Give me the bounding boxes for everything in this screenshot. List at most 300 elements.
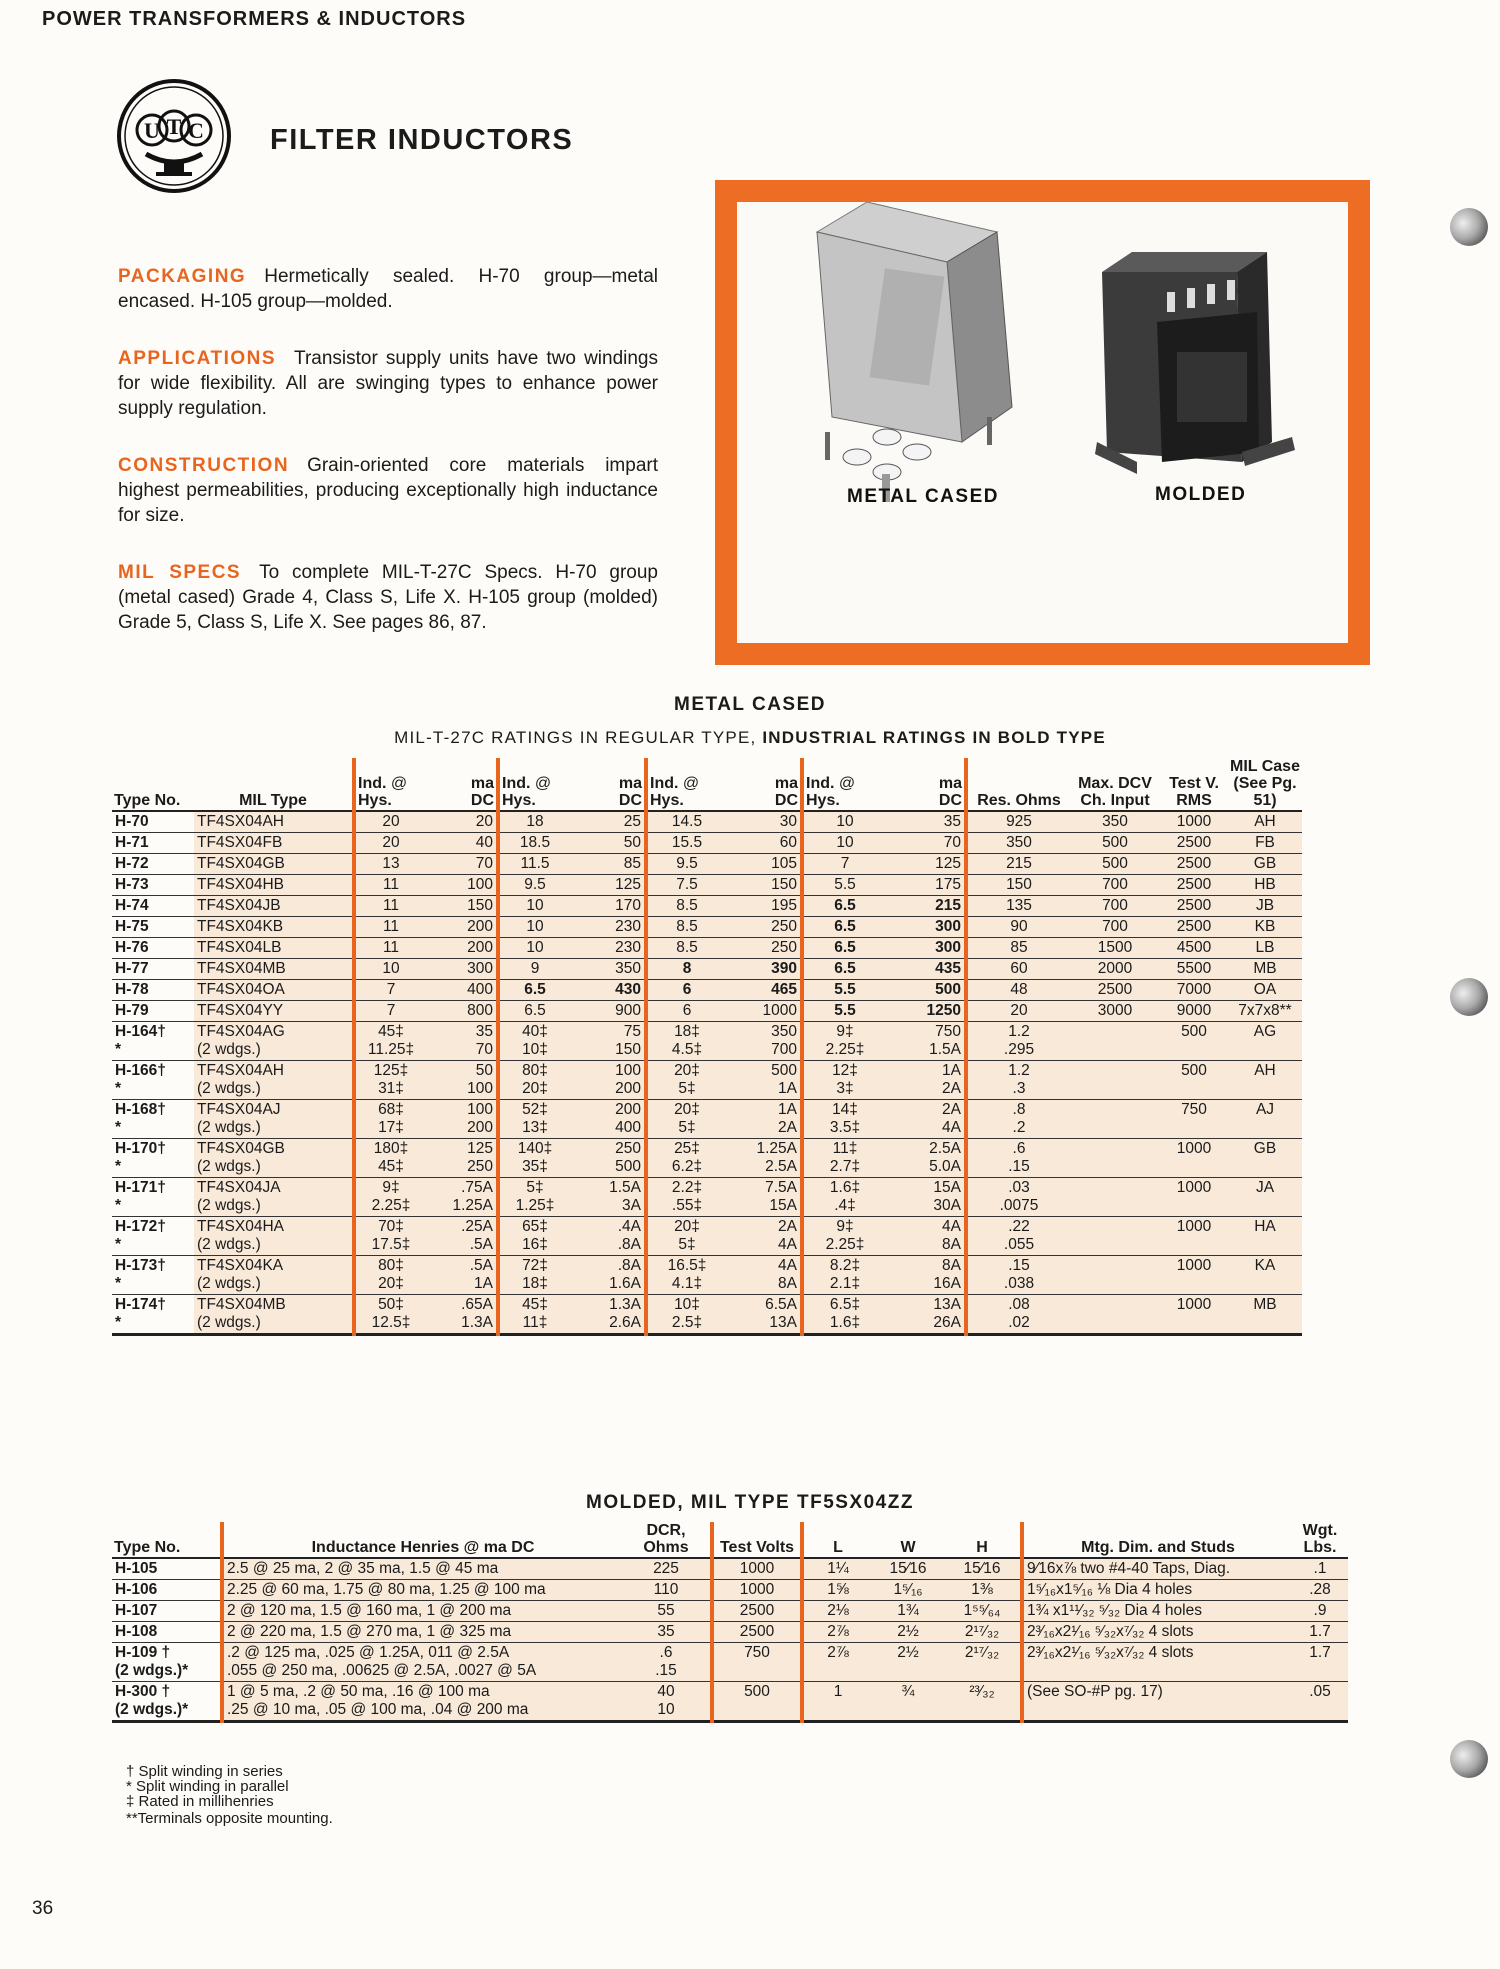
value-cell: 8.5 xyxy=(646,938,726,959)
table-row xyxy=(112,1217,1302,1256)
value-cell: 195 xyxy=(726,896,802,917)
weight-cell: 1.7 xyxy=(1292,1643,1348,1682)
weight-cell: .1 xyxy=(1292,1558,1348,1580)
section-heading: PACKAGING xyxy=(118,266,247,287)
value-cell: 75 150 xyxy=(570,1022,646,1061)
test-v-cell: 750 xyxy=(1160,1100,1228,1139)
value-cell: 105 xyxy=(726,854,802,875)
value-cell: 6.5 xyxy=(498,1001,570,1022)
test-v-cell: 4500 xyxy=(1160,938,1228,959)
mil-case-cell: KB xyxy=(1228,917,1302,938)
value-cell: 170 xyxy=(570,896,646,917)
value-cell: 1A 2A xyxy=(886,1061,966,1100)
res-ohms-cell: 215 xyxy=(966,854,1070,875)
binder-hole xyxy=(1450,1740,1488,1778)
table-row xyxy=(112,875,1302,896)
value-cell: 7.5 xyxy=(646,875,726,896)
value-cell: 180‡ 45‡ xyxy=(354,1139,426,1178)
width-cell: 1⁵⁄₁₆ xyxy=(872,1580,944,1601)
test-v-cell: 2500 xyxy=(1160,896,1228,917)
test-v-cell: 5500 xyxy=(1160,959,1228,980)
type-no-cell: H-105 xyxy=(112,1558,222,1580)
section-text: Hermetically sealed. H-70 group—metal encased. H-105 group—molded. xyxy=(118,266,658,312)
test-v-cell: 1000 xyxy=(1160,1295,1228,1335)
length-cell: 2⅞ xyxy=(802,1622,872,1643)
mil-case-cell: FB xyxy=(1228,833,1302,854)
col-mil-type: MIL Type xyxy=(194,758,354,811)
mil-type-cell: TF4SX04YY xyxy=(194,1001,354,1022)
value-cell: 11.5 xyxy=(498,854,570,875)
section-text: Transistor supply units have two windings for wide flexibility. All are swinging types to enhance power supply regulation. xyxy=(118,348,658,419)
value-cell: 70 xyxy=(426,854,498,875)
col-dcr: DCR, Ohms xyxy=(622,1522,712,1558)
col-res-ohms: Res. Ohms xyxy=(966,758,1070,811)
inductance-cell: 2.25 @ 60 ma, 1.75 @ 80 ma, 1.25 @ 100 ma xyxy=(222,1580,622,1601)
col-ma-4: ma DC xyxy=(886,758,966,811)
type-no-cell: H-109 † (2 wdgs.)* xyxy=(112,1643,222,1682)
test-v-cell: 500 xyxy=(1160,1061,1228,1100)
value-cell: 6 xyxy=(646,980,726,1001)
utc-logo xyxy=(116,78,232,194)
mtg-dim-cell: 1⁵⁄₁₆x1⁵⁄₁₆ ⅛ Dia 4 holes xyxy=(1022,1580,1292,1601)
type-no-cell: H-166† * xyxy=(112,1061,194,1100)
table-row xyxy=(112,1100,1302,1139)
value-cell: 9.5 xyxy=(498,875,570,896)
value-cell: 465 xyxy=(726,980,802,1001)
subtitle-bold: INDUSTRIAL RATINGS IN BOLD TYPE xyxy=(762,728,1106,747)
value-cell: 500 1A xyxy=(726,1061,802,1100)
res-ohms-cell: 1.2 .3 xyxy=(966,1061,1070,1100)
footnote: * Split winding in parallel xyxy=(126,1778,289,1795)
width-cell: 15⁄16 xyxy=(872,1558,944,1580)
metal-cased-title: METAL CASED xyxy=(674,694,826,715)
value-cell: 6.5 xyxy=(498,980,570,1001)
value-cell: 500 xyxy=(886,980,966,1001)
table-row xyxy=(112,896,1302,917)
value-cell: 18.5 xyxy=(498,833,570,854)
value-cell: .25A .5A xyxy=(426,1217,498,1256)
value-cell: 25‡ 6.2‡ xyxy=(646,1139,726,1178)
value-cell: 9‡ 2.25‡ xyxy=(354,1178,426,1217)
col-ma-3: ma DC xyxy=(726,758,802,811)
type-no-cell: H-76 xyxy=(112,938,194,959)
col-ind-3: Ind. @ Hys. xyxy=(646,758,726,811)
footnote: **Terminals opposite mounting. xyxy=(126,1810,333,1827)
mil-type-cell: TF4SX04GB (2 wdgs.) xyxy=(194,1139,354,1178)
col-w: W xyxy=(872,1522,944,1558)
test-volts-cell: 1000 xyxy=(712,1580,802,1601)
mtg-dim-cell: 1¾ x1¹¹⁄₃₂ ⁵⁄₃₂ Dia 4 holes xyxy=(1022,1601,1292,1622)
mil-case-cell: GB xyxy=(1228,854,1302,875)
value-cell: 250 500 xyxy=(570,1139,646,1178)
value-cell: 100 200 xyxy=(426,1100,498,1139)
mil-type-cell: TF4SX04GB xyxy=(194,854,354,875)
res-ohms-cell: .15 .038 xyxy=(966,1256,1070,1295)
max-dcv-cell: 500 xyxy=(1070,833,1160,854)
value-cell: 70‡ 17.5‡ xyxy=(354,1217,426,1256)
value-cell: 7 xyxy=(354,1001,426,1022)
weight-cell: .28 xyxy=(1292,1580,1348,1601)
metal-cased-subtitle xyxy=(0,728,1500,748)
value-cell: 400 xyxy=(426,980,498,1001)
construction-section xyxy=(118,453,658,528)
test-v-cell: 1000 xyxy=(1160,1256,1228,1295)
value-cell: 72‡ 18‡ xyxy=(498,1256,570,1295)
value-cell: 2A 4A xyxy=(726,1217,802,1256)
section-heading: MIL SPECS xyxy=(118,562,242,583)
test-v-cell: 1000 xyxy=(1160,1139,1228,1178)
type-no-cell: H-300 † (2 wdgs.)* xyxy=(112,1682,222,1722)
value-cell: 125 xyxy=(570,875,646,896)
type-no-cell: H-75 xyxy=(112,917,194,938)
value-cell: 52‡ 13‡ xyxy=(498,1100,570,1139)
dcr-cell: .6 .15 xyxy=(622,1643,712,1682)
mil-case-cell: MB xyxy=(1228,1295,1302,1335)
max-dcv-cell: 700 xyxy=(1070,875,1160,896)
value-cell: 430 xyxy=(570,980,646,1001)
value-cell: 390 xyxy=(726,959,802,980)
value-cell: .5A 1A xyxy=(426,1256,498,1295)
value-cell: 45‡ 11‡ xyxy=(498,1295,570,1335)
mtg-dim-cell: 2³⁄₁₆x2¹⁄₁₆ ⁵⁄₃₂x⁷⁄₃₂ 4 slots xyxy=(1022,1643,1292,1682)
table-row xyxy=(112,980,1302,1001)
value-cell: 9.5 xyxy=(646,854,726,875)
value-cell: 800 xyxy=(426,1001,498,1022)
value-cell: 11‡ 2.7‡ xyxy=(802,1139,886,1178)
value-cell: 1.5A 3A xyxy=(570,1178,646,1217)
value-cell: 150 xyxy=(726,875,802,896)
footnote: ‡ Rated in millihenries xyxy=(126,1793,274,1810)
test-v-cell: 1000 xyxy=(1160,1178,1228,1217)
table-row xyxy=(112,938,1302,959)
max-dcv-cell xyxy=(1070,1178,1160,1217)
res-ohms-cell: .8 .2 xyxy=(966,1100,1070,1139)
applications-section xyxy=(118,346,658,421)
value-cell: 5.5 xyxy=(802,875,886,896)
test-volts-cell: 2500 xyxy=(712,1601,802,1622)
svg-text:U: U xyxy=(144,118,160,143)
mil-type-cell: TF4SX04AH xyxy=(194,811,354,833)
value-cell: 5.5 xyxy=(802,1001,886,1022)
width-cell: 2½ xyxy=(872,1622,944,1643)
value-cell: 40 xyxy=(426,833,498,854)
mil-case-cell: HA xyxy=(1228,1217,1302,1256)
subtitle-regular: MIL-T-27C RATINGS IN REGULAR TYPE, xyxy=(394,728,763,747)
res-ohms-cell: 150 xyxy=(966,875,1070,896)
value-cell: 10 xyxy=(498,938,570,959)
col-type: Type No. xyxy=(112,1522,222,1558)
max-dcv-cell xyxy=(1070,1061,1160,1100)
type-no-cell: H-72 xyxy=(112,854,194,875)
res-ohms-cell: .08 .02 xyxy=(966,1295,1070,1335)
value-cell: 18‡ 4.5‡ xyxy=(646,1022,726,1061)
res-ohms-cell: .22 .055 xyxy=(966,1217,1070,1256)
value-cell: .75A 1.25A xyxy=(426,1178,498,1217)
test-v-cell: 1000 xyxy=(1160,1217,1228,1256)
col-ind-4: Ind. @ Hys. xyxy=(802,758,886,811)
table-row xyxy=(112,1178,1302,1217)
value-cell: 35 70 xyxy=(426,1022,498,1061)
test-v-cell: 2500 xyxy=(1160,875,1228,896)
table-row xyxy=(112,1139,1302,1178)
res-ohms-cell: 350 xyxy=(966,833,1070,854)
inductance-cell: 1 @ 5 ma, .2 @ 50 ma, .16 @ 100 ma .25 @ 10 ma, .05 @ 100 ma, .04 @ 200 ma xyxy=(222,1682,622,1722)
value-cell: 1000 xyxy=(726,1001,802,1022)
dcr-cell: 40 10 xyxy=(622,1682,712,1722)
col-test-volts: Test Volts xyxy=(712,1522,802,1558)
value-cell: 140‡ 35‡ xyxy=(498,1139,570,1178)
table-row xyxy=(112,833,1302,854)
mil-case-cell: LB xyxy=(1228,938,1302,959)
mil-case-cell: JB xyxy=(1228,896,1302,917)
inductance-cell: 2 @ 120 ma, 1.5 @ 160 ma, 1 @ 200 ma xyxy=(222,1601,622,1622)
value-cell: 70 xyxy=(886,833,966,854)
value-cell: 350 xyxy=(570,959,646,980)
max-dcv-cell xyxy=(1070,1217,1160,1256)
value-cell: 200 400 xyxy=(570,1100,646,1139)
molded-table xyxy=(112,1522,1348,1723)
col-ma-1: ma DC xyxy=(426,758,498,811)
table-row xyxy=(112,1061,1302,1100)
mil-case-cell: KA xyxy=(1228,1256,1302,1295)
value-cell: 8 xyxy=(646,959,726,980)
length-cell: 1¼ xyxy=(802,1558,872,1580)
type-no-cell: H-79 xyxy=(112,1001,194,1022)
value-cell: 150 xyxy=(426,896,498,917)
table-row xyxy=(112,1022,1302,1061)
molded-caption: MOLDED xyxy=(1155,484,1247,505)
res-ohms-cell: 20 xyxy=(966,1001,1070,1022)
value-cell: 250 xyxy=(726,917,802,938)
mil-type-cell: TF4SX04MB (2 wdgs.) xyxy=(194,1295,354,1335)
type-no-cell: H-106 xyxy=(112,1580,222,1601)
binder-hole xyxy=(1450,978,1488,1016)
value-cell: 7 xyxy=(802,854,886,875)
value-cell: 45‡ 11.25‡ xyxy=(354,1022,426,1061)
value-cell: 4A 8A xyxy=(726,1256,802,1295)
col-type: Type No. xyxy=(112,758,194,811)
type-no-cell: H-74 xyxy=(112,896,194,917)
value-cell: 6.5 xyxy=(802,917,886,938)
molded-title: MOLDED, MIL TYPE TF5SX04ZZ xyxy=(586,1492,914,1513)
table-row xyxy=(112,1643,1348,1682)
value-cell: 435 xyxy=(886,959,966,980)
mil-type-cell: TF4SX04KA (2 wdgs.) xyxy=(194,1256,354,1295)
col-mil-case: MIL Case (See Pg. 51) xyxy=(1228,758,1302,811)
value-cell: 40‡ 10‡ xyxy=(498,1022,570,1061)
mil-type-cell: TF4SX04AH (2 wdgs.) xyxy=(194,1061,354,1100)
molded-table-wrap xyxy=(112,1522,1348,1723)
value-cell: 10 xyxy=(354,959,426,980)
value-cell: 85 xyxy=(570,854,646,875)
height-cell: 15⁄16 xyxy=(944,1558,1022,1580)
value-cell: 20 xyxy=(426,811,498,833)
res-ohms-cell: .6 .15 xyxy=(966,1139,1070,1178)
value-cell: 2.5A 5.0A xyxy=(886,1139,966,1178)
value-cell: 11 xyxy=(354,917,426,938)
metal-cased-inductor-image xyxy=(817,202,1012,502)
col-max-dcv: Max. DCV Ch. Input xyxy=(1070,758,1160,811)
max-dcv-cell: 700 xyxy=(1070,917,1160,938)
value-cell: 50 100 xyxy=(426,1061,498,1100)
type-no-cell: H-173† * xyxy=(112,1256,194,1295)
type-no-cell: H-172† * xyxy=(112,1217,194,1256)
res-ohms-cell: 60 xyxy=(966,959,1070,980)
col-l: L xyxy=(802,1522,872,1558)
test-v-cell: 2500 xyxy=(1160,854,1228,875)
max-dcv-cell xyxy=(1070,1100,1160,1139)
value-cell: 1250 xyxy=(886,1001,966,1022)
max-dcv-cell xyxy=(1070,1295,1160,1335)
table-row xyxy=(112,1682,1348,1722)
value-cell: 65‡ 16‡ xyxy=(498,1217,570,1256)
table-row xyxy=(112,1256,1302,1295)
col-h: H xyxy=(944,1522,1022,1558)
value-cell: 80‡ 20‡ xyxy=(498,1061,570,1100)
value-cell: 300 xyxy=(886,938,966,959)
value-cell: 30 xyxy=(726,811,802,833)
height-cell: 1⅜ xyxy=(944,1580,1022,1601)
mil-type-cell: TF4SX04JB xyxy=(194,896,354,917)
mil-case-cell: 7x7x8** xyxy=(1228,1001,1302,1022)
value-cell: 8.5 xyxy=(646,917,726,938)
mil-type-cell: TF4SX04LB xyxy=(194,938,354,959)
value-cell: 15.5 xyxy=(646,833,726,854)
value-cell: 11 xyxy=(354,875,426,896)
value-cell: .8A 1.6A xyxy=(570,1256,646,1295)
test-v-cell: 1000 xyxy=(1160,811,1228,833)
res-ohms-cell: 90 xyxy=(966,917,1070,938)
col-test-v: Test V. RMS xyxy=(1160,758,1228,811)
value-cell: .4A .8A xyxy=(570,1217,646,1256)
type-no-cell: H-171† * xyxy=(112,1178,194,1217)
type-no-cell: H-164† * xyxy=(112,1022,194,1061)
mil-type-cell: TF4SX04HA (2 wdgs.) xyxy=(194,1217,354,1256)
metal-cased-table-wrap xyxy=(112,758,1302,1336)
section-heading: CONSTRUCTION xyxy=(118,455,290,476)
inductance-cell: 2.5 @ 25 ma, 2 @ 35 ma, 1.5 @ 45 ma xyxy=(222,1558,622,1580)
res-ohms-cell: .03 .0075 xyxy=(966,1178,1070,1217)
value-cell: 7 xyxy=(354,980,426,1001)
value-cell: 12‡ 3‡ xyxy=(802,1061,886,1100)
binder-hole xyxy=(1450,208,1488,246)
section-text: Grain-oriented core materials impart highest permeabilities, producing exceptionally high inductance for size. xyxy=(118,455,658,526)
mil-case-cell: GB xyxy=(1228,1139,1302,1178)
value-cell: 230 xyxy=(570,938,646,959)
table-row xyxy=(112,1001,1302,1022)
length-cell: 1⅝ xyxy=(802,1580,872,1601)
max-dcv-cell: 700 xyxy=(1070,896,1160,917)
type-no-cell: H-70 xyxy=(112,811,194,833)
test-v-cell: 9000 xyxy=(1160,1001,1228,1022)
value-cell: 9 xyxy=(498,959,570,980)
value-cell: 20 xyxy=(354,811,426,833)
value-cell: 100 xyxy=(426,875,498,896)
mtg-dim-cell: 2³⁄₁₆x2¹⁄₁₆ ⁵⁄₃₂x⁷⁄₃₂ 4 slots xyxy=(1022,1622,1292,1643)
value-cell: 10 xyxy=(498,917,570,938)
test-volts-cell: 750 xyxy=(712,1643,802,1682)
value-cell: 230 xyxy=(570,917,646,938)
value-cell: 20‡ 5‡ xyxy=(646,1061,726,1100)
max-dcv-cell: 3000 xyxy=(1070,1001,1160,1022)
type-no-cell: H-168† * xyxy=(112,1100,194,1139)
value-cell: 6.5A 13A xyxy=(726,1295,802,1335)
max-dcv-cell xyxy=(1070,1139,1160,1178)
metal-cased-table xyxy=(112,758,1302,1336)
value-cell: 2A 4A xyxy=(886,1100,966,1139)
value-cell: 50 xyxy=(570,833,646,854)
value-cell: 6.5 xyxy=(802,959,886,980)
col-ma-2: ma DC xyxy=(570,758,646,811)
value-cell: 5‡ 1.25‡ xyxy=(498,1178,570,1217)
max-dcv-cell xyxy=(1070,1022,1160,1061)
mtg-dim-cell: 9⁄16x⅞ two #4-40 Taps, Diag. xyxy=(1022,1558,1292,1580)
dcr-cell: 110 xyxy=(622,1580,712,1601)
width-cell: 1¾ xyxy=(872,1601,944,1622)
length-cell: 2⅛ xyxy=(802,1601,872,1622)
mil-type-cell: TF4SX04KB xyxy=(194,917,354,938)
height-cell: 2¹⁷⁄₃₂ xyxy=(944,1643,1022,1682)
width-cell: 2½ xyxy=(872,1643,944,1682)
value-cell: 11 xyxy=(354,938,426,959)
test-v-cell: 2500 xyxy=(1160,917,1228,938)
value-cell: 350 700 xyxy=(726,1022,802,1061)
type-no-cell: H-78 xyxy=(112,980,194,1001)
height-cell: 1⁵⁵⁄₆₄ xyxy=(944,1601,1022,1622)
value-cell: 15A 30A xyxy=(886,1178,966,1217)
test-volts-cell: 1000 xyxy=(712,1558,802,1580)
mil-type-cell: TF4SX04MB xyxy=(194,959,354,980)
value-cell: 6.5 xyxy=(802,896,886,917)
value-cell: 8.2‡ 2.1‡ xyxy=(802,1256,886,1295)
value-cell: 125 xyxy=(886,854,966,875)
weight-cell: 1.7 xyxy=(1292,1622,1348,1643)
value-cell: 16.5‡ 4.1‡ xyxy=(646,1256,726,1295)
value-cell: 1.25A 2.5A xyxy=(726,1139,802,1178)
test-v-cell: 2500 xyxy=(1160,833,1228,854)
height-cell: 2¹⁷⁄₃₂ xyxy=(944,1622,1022,1643)
type-no-cell: H-174† * xyxy=(112,1295,194,1335)
mtg-dim-cell: (See SO-#P pg. 17) xyxy=(1022,1682,1292,1722)
footnotes xyxy=(126,1764,333,1826)
col-weight: Wgt. Lbs. xyxy=(1292,1522,1348,1558)
table-row xyxy=(112,854,1302,875)
value-cell: 8A 16A xyxy=(886,1256,966,1295)
mil-type-cell: TF4SX04OA xyxy=(194,980,354,1001)
value-cell: 7.5A 15A xyxy=(726,1178,802,1217)
page-title: FILTER INDUCTORS xyxy=(270,124,574,156)
svg-text:C: C xyxy=(188,118,204,143)
type-no-cell: H-107 xyxy=(112,1601,222,1622)
value-cell: 8.5 xyxy=(646,896,726,917)
value-cell: 60 xyxy=(726,833,802,854)
value-cell: .65A 1.3A xyxy=(426,1295,498,1335)
type-no-cell: H-71 xyxy=(112,833,194,854)
value-cell: 4A 8A xyxy=(886,1217,966,1256)
value-cell: 80‡ 20‡ xyxy=(354,1256,426,1295)
value-cell: 50‡ 12.5‡ xyxy=(354,1295,426,1335)
mil-type-cell: TF4SX04HB xyxy=(194,875,354,896)
mil-type-cell: TF4SX04JA (2 wdgs.) xyxy=(194,1178,354,1217)
table-row xyxy=(112,917,1302,938)
value-cell: 68‡ 17‡ xyxy=(354,1100,426,1139)
value-cell: 250 xyxy=(726,938,802,959)
col-inductance: Inductance Henries @ ma DC xyxy=(222,1522,622,1558)
value-cell: 100 200 xyxy=(570,1061,646,1100)
res-ohms-cell: 1.2 .295 xyxy=(966,1022,1070,1061)
inductance-cell: .2 @ 125 ma, .025 @ 1.25A, 011 @ 2.5A .055 @ 250 ma, .00625 @ 2.5A, .0027 @ 5A xyxy=(222,1643,622,1682)
mil-type-cell: TF4SX04FB xyxy=(194,833,354,854)
